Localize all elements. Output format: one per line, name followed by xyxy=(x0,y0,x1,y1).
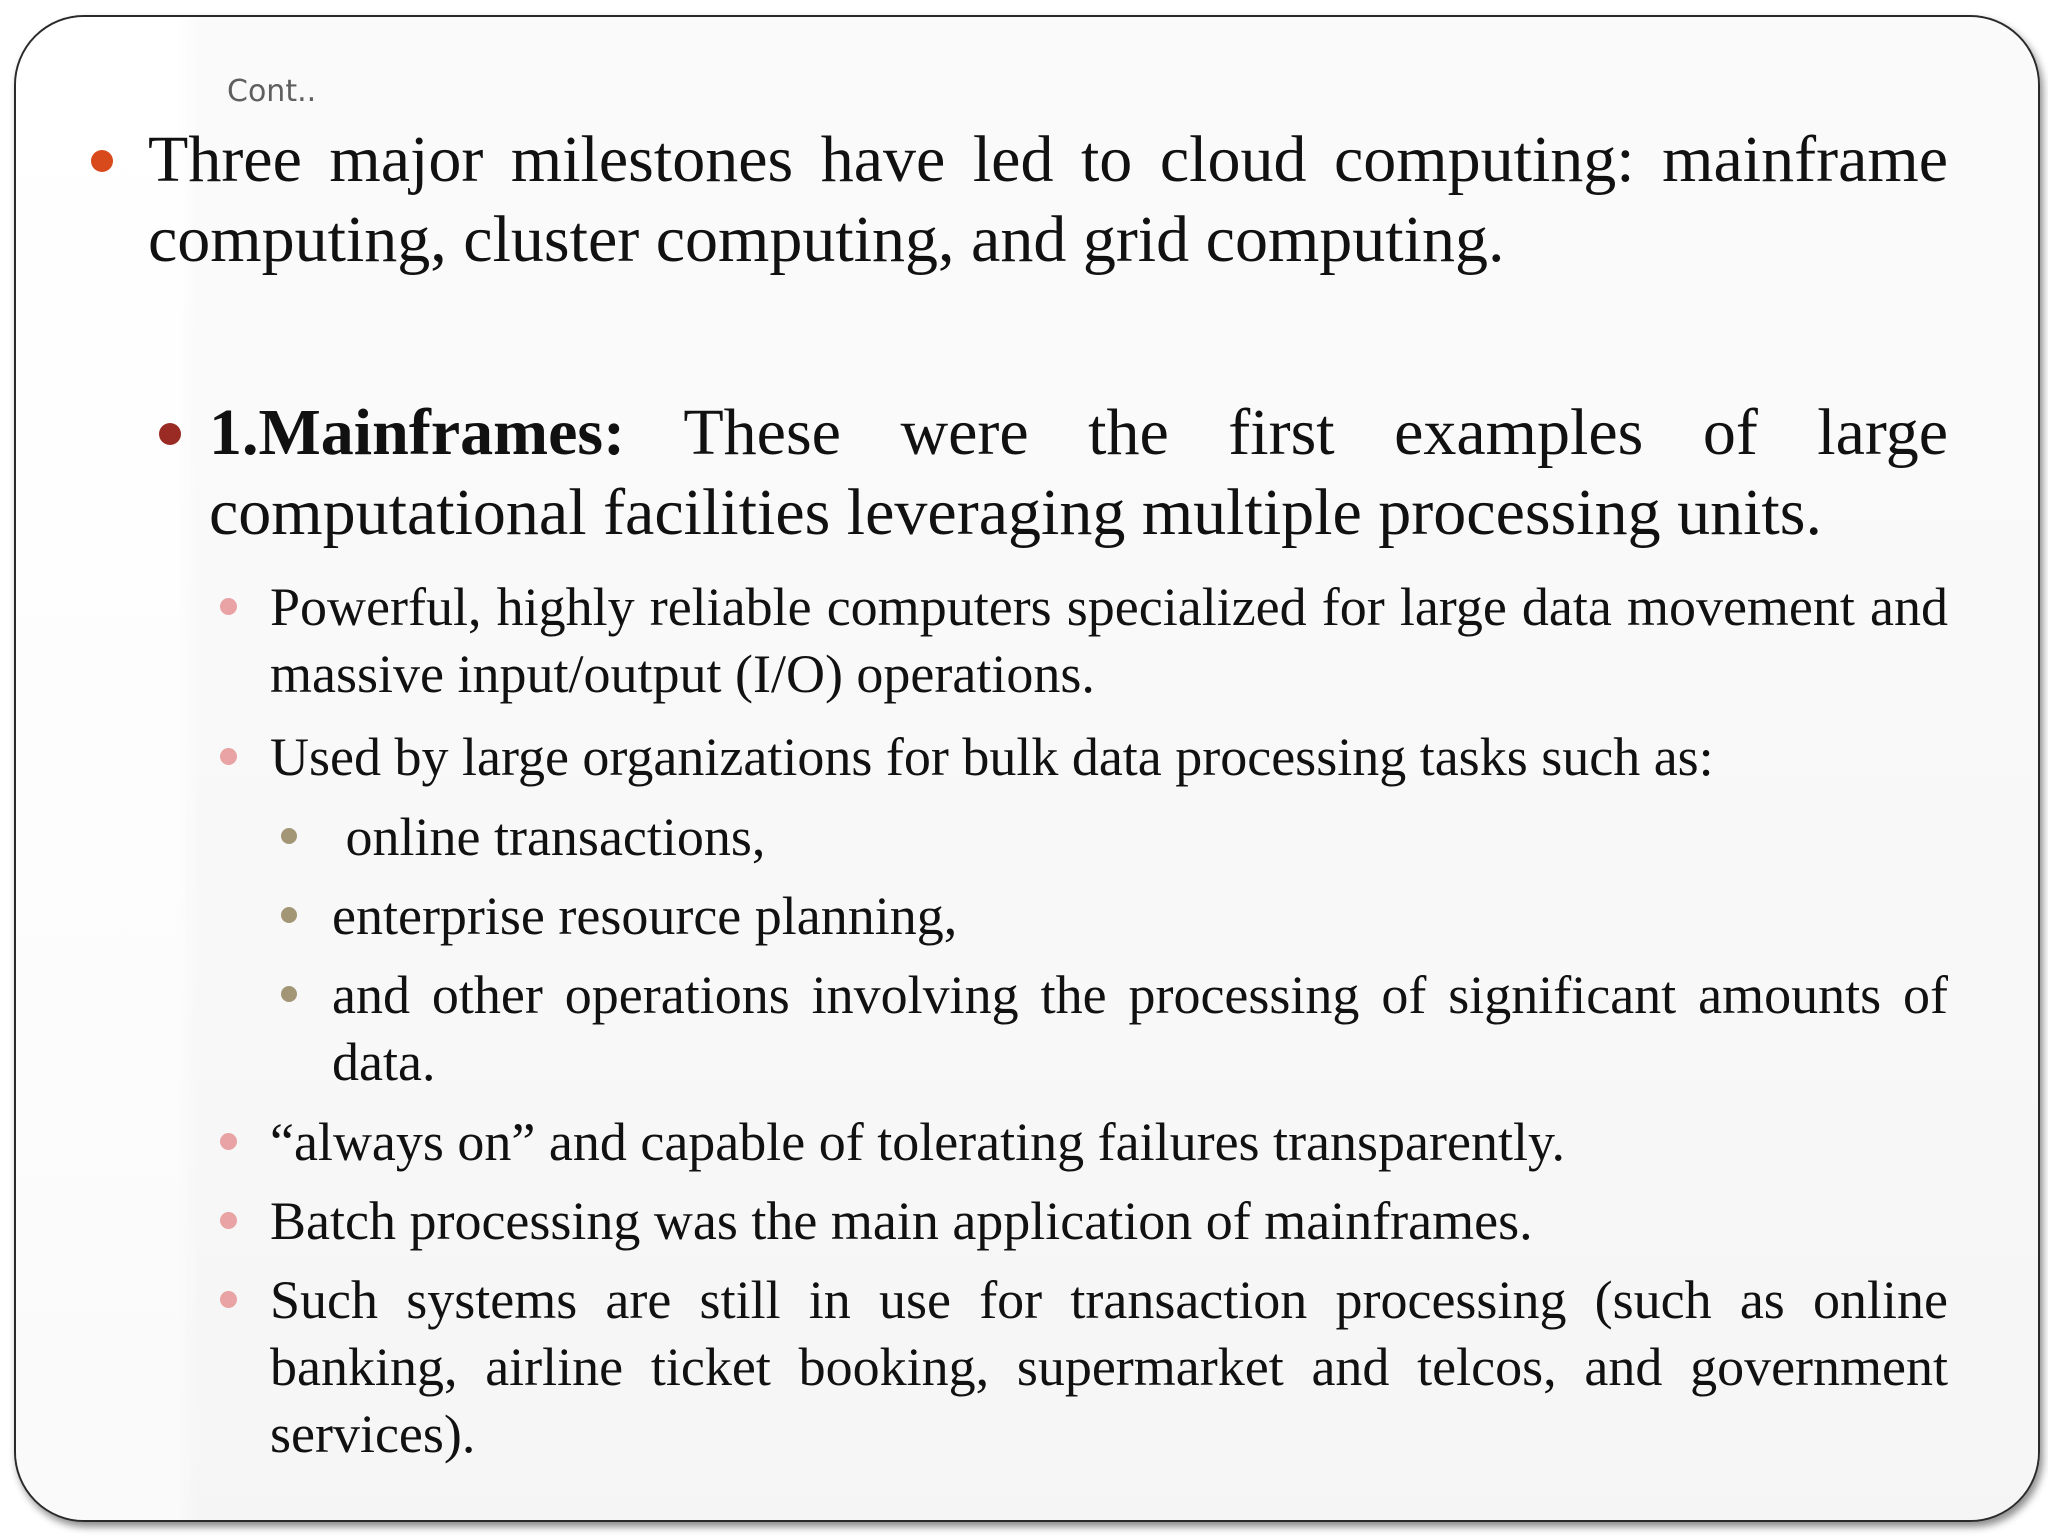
mainframes-text: These were the first examples of large computational facilities leveraging multiple processing units. xyxy=(209,396,1948,549)
task-item-text: enterprise resource planning, xyxy=(332,886,958,946)
bullet-dot xyxy=(220,598,237,615)
continuation-label: Cont.. xyxy=(227,74,317,109)
bullet-dot xyxy=(159,423,181,445)
sub-bullet-text: “always on” and capable of tolerating failures transparently. xyxy=(270,1112,1565,1172)
sub-bullet-still-in-use xyxy=(270,1267,1948,1468)
slide xyxy=(14,15,2040,1522)
bullet-milestones-text: Three major milestones have led to cloud computing: mainframe computing, cluster computing, and grid computing. xyxy=(148,123,1948,276)
task-item-erp xyxy=(332,883,1948,950)
bullet-dot xyxy=(281,907,297,923)
bullet-dot xyxy=(91,150,113,172)
bullet-mainframes xyxy=(209,393,1948,553)
sub-bullet-text: Powerful, highly reliable computers specialized for large data movement and massive input/output (I/O) operations. xyxy=(270,577,1948,704)
sub-bullet-text: Such systems are still in use for transaction processing (such as online banking, airline ticket booking, supermarket and telcos, and government services). xyxy=(270,1270,1948,1464)
sub-bullet-powerful xyxy=(270,574,1948,708)
mainframes-heading: 1.Mainframes: xyxy=(209,396,626,469)
sub-bullet-always-on xyxy=(270,1109,1948,1176)
bullet-dot xyxy=(220,748,237,765)
sub-bullet-text: Batch processing was the main application of mainframes. xyxy=(270,1191,1533,1251)
task-item-text: online transactions, xyxy=(332,807,766,867)
sub-bullet-batch xyxy=(270,1188,1948,1255)
task-item-text: and other operations involving the processing of significant amounts of data. xyxy=(332,965,1948,1092)
sub-bullet-used-by xyxy=(270,724,1948,791)
bullet-dot xyxy=(220,1212,237,1229)
task-item-online-transactions xyxy=(332,804,1948,871)
bullet-dot xyxy=(281,986,297,1002)
bullet-dot xyxy=(220,1291,237,1308)
task-item-other-operations xyxy=(332,962,1948,1096)
bullet-dot xyxy=(220,1133,237,1150)
sub-bullet-text: Used by large organizations for bulk data processing tasks such as: xyxy=(270,727,1714,787)
bullet-milestones xyxy=(148,120,1948,280)
bullet-dot xyxy=(281,828,297,844)
